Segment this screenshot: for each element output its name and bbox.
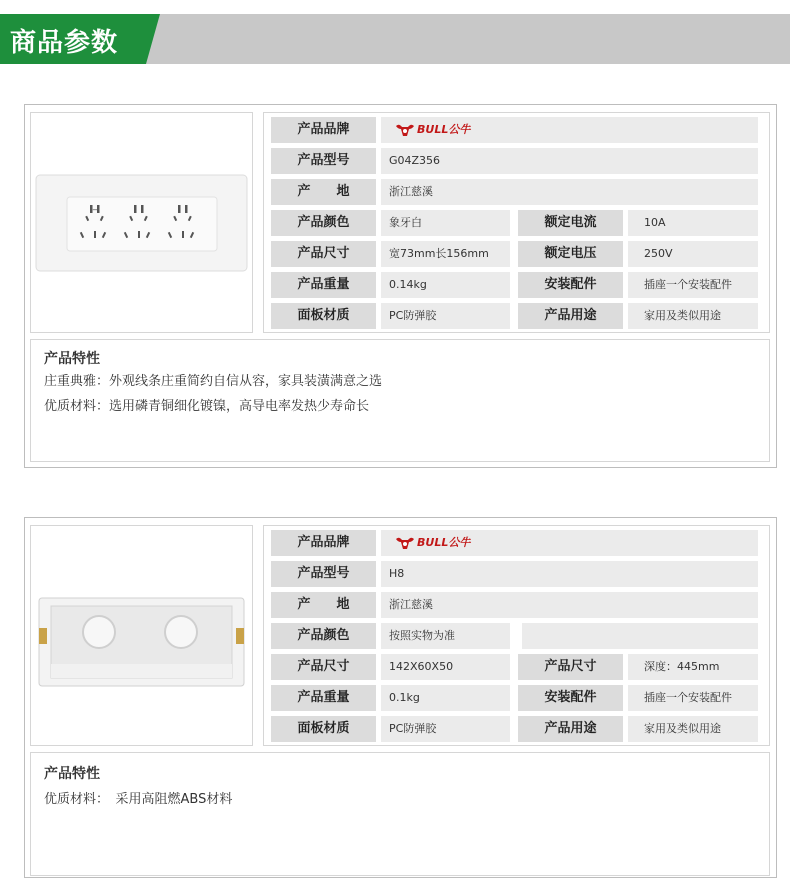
section-header-tab — [0, 14, 146, 64]
spec-value: PC防弹胶 — [381, 716, 510, 742]
product-2-image-box — [30, 525, 253, 746]
brand-logo — [395, 530, 470, 556]
spec-label: 产品用途 — [518, 303, 623, 329]
brand-logo-text: BULL公牛 — [417, 123, 471, 136]
spec-value: 142X60X50 — [381, 654, 510, 680]
spec-label: 产 地 — [271, 592, 376, 618]
bull-logo-icon — [395, 123, 415, 137]
spec-value: 象牙白 — [381, 210, 510, 236]
spec-label: 产品品牌 — [271, 530, 376, 556]
spec-value: G04Z356 — [381, 148, 758, 174]
features-line: 庄重典雅：外观线条庄重简约自信从容，家具装潢满意之选 — [44, 374, 383, 389]
spec-value: 0.1kg — [381, 685, 510, 711]
spec-label: 产品用途 — [518, 716, 623, 742]
spec-label: 产 地 — [271, 179, 376, 205]
bull-logo-icon — [395, 536, 415, 550]
spec-value: 10A — [628, 210, 758, 236]
spec-label: 额定电压 — [518, 241, 623, 267]
spec-value: 家用及类似用途 — [628, 303, 758, 329]
spec-value: 插座一个安装配件 — [628, 272, 758, 298]
spec-value: 插座一个安装配件 — [628, 685, 758, 711]
features-line: 优质材料： 采用高阻燃ABS材料 — [44, 792, 233, 807]
spec-label: 产品颜色 — [271, 623, 376, 649]
spec-label: 产品尺寸 — [271, 241, 376, 267]
spec-label: 产品尺寸 — [271, 654, 376, 680]
features-title: 产品特性 — [44, 351, 100, 367]
spec-label: 产品尺寸 — [518, 654, 623, 680]
spec-label: 额定电流 — [518, 210, 623, 236]
product-1-image-box — [30, 112, 253, 333]
spec-value: 250V — [628, 241, 758, 267]
product-2-image — [31, 526, 252, 745]
spec-value: PC防弹胶 — [381, 303, 510, 329]
spec-value: H8 — [381, 561, 758, 587]
spec-value: 宽73mm长156mm — [381, 241, 510, 267]
brand-value — [381, 530, 758, 556]
section-title: 商品参数 — [10, 28, 119, 58]
spec-value: 家用及类似用途 — [628, 716, 758, 742]
features-line: 优质材料：选用磷青铜细化镀镍，高导电率发热少寿命长 — [44, 399, 370, 414]
spec-value: 按照实物为准 — [381, 623, 510, 649]
spec-label: 产品品牌 — [271, 117, 376, 143]
spec-label: 产品重量 — [271, 272, 376, 298]
spec-value: 0.14kg — [381, 272, 510, 298]
brand-logo-text: BULL公牛 — [417, 536, 471, 549]
product-1-image — [31, 113, 252, 332]
spec-label: 产品型号 — [271, 561, 376, 587]
spec-label: 安装配件 — [518, 685, 623, 711]
spec-value: 浙江慈溪 — [381, 179, 758, 205]
spec-label: 面板材质 — [271, 716, 376, 742]
brand-logo — [395, 117, 470, 143]
spec-label: 面板材质 — [271, 303, 376, 329]
brand-value — [381, 117, 758, 143]
product-2-features-box — [30, 752, 770, 876]
features-title: 产品特性 — [44, 766, 100, 782]
spec-value: 浙江慈溪 — [381, 592, 758, 618]
spec-label: 产品型号 — [271, 148, 376, 174]
spec-label: 产品颜色 — [271, 210, 376, 236]
spec-value: 深度：445mm — [628, 654, 758, 680]
spec-label: 安装配件 — [518, 272, 623, 298]
spec-value-empty — [522, 623, 758, 649]
spec-label: 产品重量 — [271, 685, 376, 711]
